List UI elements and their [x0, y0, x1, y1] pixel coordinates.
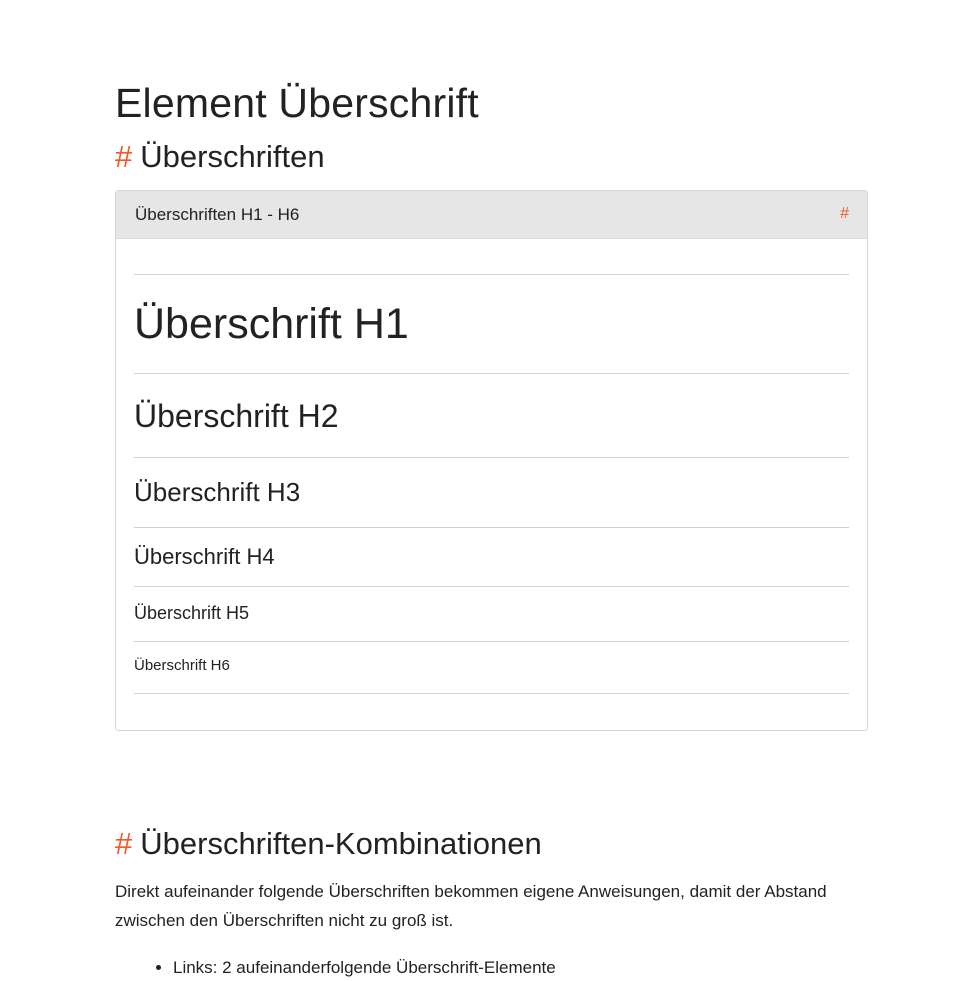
panel-header — [116, 191, 867, 239]
divider — [134, 527, 849, 528]
section-title-kombinationen — [115, 825, 542, 863]
page-title: Element Überschrift — [115, 80, 479, 126]
divider — [134, 641, 849, 642]
heading-h4-sample: Überschrift H4 — [134, 544, 275, 569]
section-anchor-link[interactable]: # — [115, 139, 133, 174]
section-description: Direkt aufeinander folgende Überschriften bekommen eigene Anweisungen, damit der Abstand zwischen den Überschriften nicht zu groß ist. — [115, 882, 827, 930]
section-title-text: Überschriften-Kombinationen — [140, 826, 542, 861]
combination-list — [115, 955, 556, 981]
list-item: • Links: 2 aufeinanderfolgende Überschrift-Elemente — [173, 955, 556, 981]
heading-h3-sample: Überschrift H3 — [134, 477, 301, 507]
divider — [134, 457, 849, 458]
heading-h6-sample: Überschrift H6 — [134, 657, 230, 674]
divider — [134, 693, 849, 694]
section-title-text: Überschriften — [140, 139, 325, 174]
section-title-ueberschriften — [115, 138, 325, 176]
panel-anchor-link[interactable]: # — [840, 205, 849, 222]
divider — [134, 373, 849, 374]
heading-h5-sample: Überschrift H5 — [134, 603, 250, 623]
headings-panel — [115, 190, 868, 731]
divider — [134, 274, 849, 275]
section-anchor-link[interactable]: # — [115, 826, 133, 861]
panel-title: Überschriften H1 - H6 — [135, 205, 300, 224]
heading-h1-sample: Überschrift H1 — [134, 300, 409, 348]
heading-h2-sample: Überschrift H2 — [134, 398, 339, 434]
divider — [134, 586, 849, 587]
